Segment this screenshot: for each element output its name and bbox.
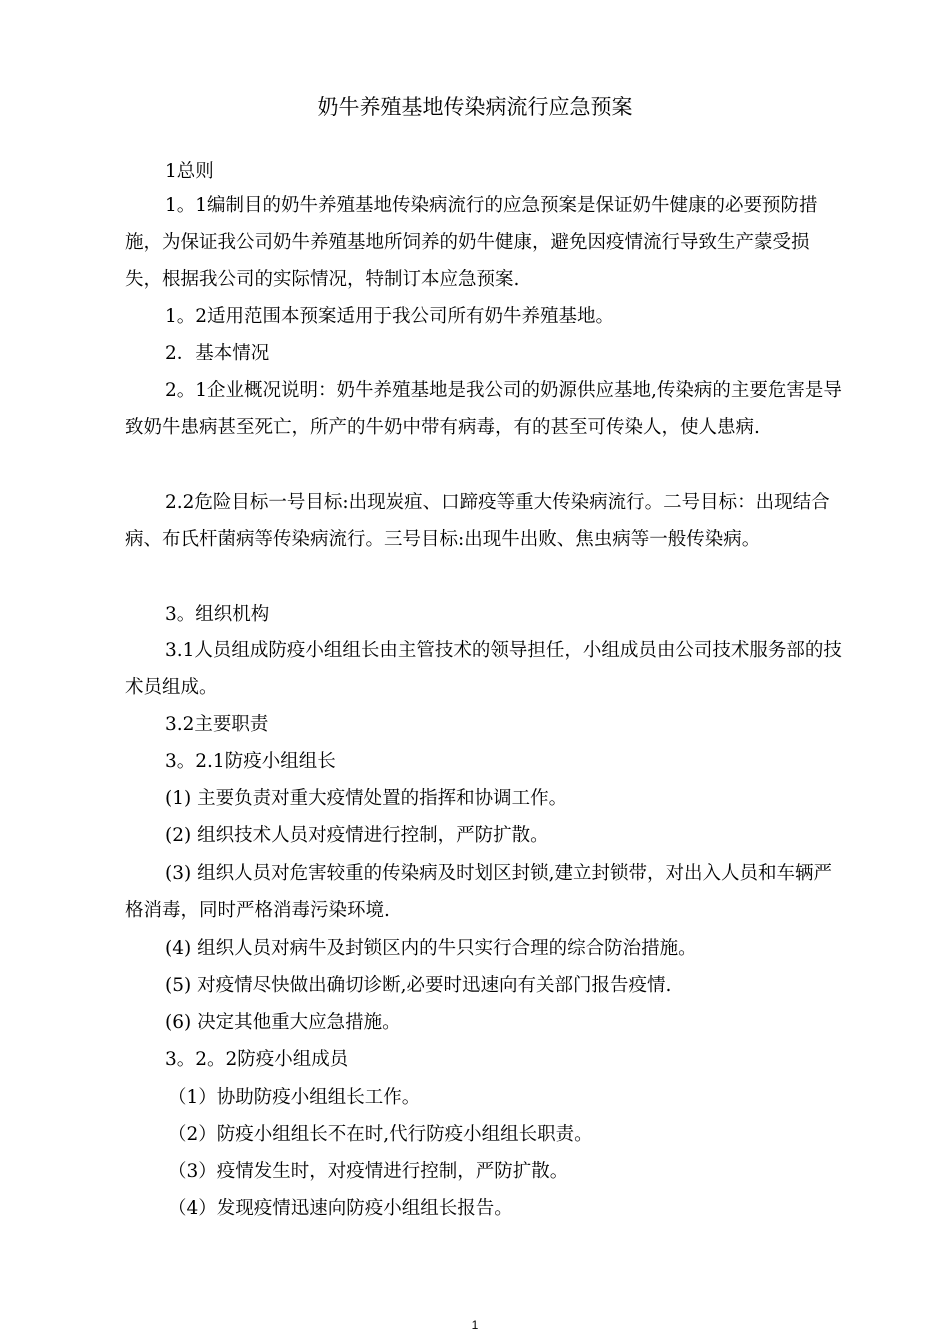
paragraph-scope: 1。2适用范围本预案适用于我公司所有奶牛养殖基地。 bbox=[165, 306, 615, 327]
document-title: 奶牛养殖基地传染病流行应急预案 bbox=[317, 95, 633, 119]
list-item-leader-duty-2: (2) 组织技术人员对疫情进行控制，严防扩散。 bbox=[165, 825, 549, 846]
subsection-heading-team-leader: 3。2.1防疫小组组长 bbox=[165, 751, 336, 772]
paragraph-company-overview: 2。1企业概况说明：奶牛养殖基地是我公司的奶源供应基地,传染病的主要危害是导致奶牛患病甚至死亡，所产的牛奶中带有病毒，有的甚至可传染人，使人患病. bbox=[125, 380, 842, 438]
list-item-leader-duty-1: (1) 主要负责对重大疫情处置的指挥和协调工作。 bbox=[165, 788, 568, 809]
list-item-member-duty-1: （1）协助防疫小组组长工作。 bbox=[168, 1087, 421, 1108]
list-item-leader-duty-6: (6) 决定其他重大应急措施。 bbox=[165, 1012, 401, 1033]
list-item-leader-duty-3: (3) 组织人员对危害较重的传染病及时划区封锁,建立封锁带，对出入人员和车辆严格消毒，同时严格消毒污染环境. bbox=[125, 863, 832, 921]
paragraph-purpose: 1。1编制目的奶牛养殖基地传染病流行的应急预案是保证奶牛健康的必要预防措施，为保证我公司奶牛养殖基地所饲养的奶牛健康，避免因疫情流行导致生产蒙受损失，根据我公司的实际情况，特制订本应急预案. bbox=[125, 195, 818, 290]
page-number: 1 bbox=[471, 1318, 479, 1332]
section-heading-general: 1总则 bbox=[165, 161, 214, 182]
section-heading-organization: 3。组织机构 bbox=[165, 604, 270, 625]
list-item-leader-duty-4: (4) 组织人员对病牛及封锁区内的牛只实行合理的综合防治措施。 bbox=[165, 938, 697, 959]
list-item-member-duty-2: （2）防疫小组组长不在时,代行防疫小组组长职责。 bbox=[168, 1124, 593, 1145]
list-item-member-duty-3: （3）疫情发生时，对疫情进行控制，严防扩散。 bbox=[168, 1161, 569, 1182]
subsection-heading-duties: 3.2主要职责 bbox=[165, 714, 269, 735]
section-heading-basic-info: 2．基本情况 bbox=[165, 343, 270, 364]
subsection-heading-team-members: 3。2。2防疫小组成员 bbox=[165, 1049, 349, 1070]
paragraph-staff-composition: 3.1人员组成防疫小组组长由主管技术的领导担任，小组成员由公司技术服务部的技术员组成。 bbox=[125, 640, 842, 698]
paragraph-risk-targets: 2.2危险目标一号目标:出现炭疽、口蹄疫等重大传染病流行。二号目标：出现结合病、布氏杆菌病等传染病流行。三号目标:出现牛出败、焦虫病等一般传染病。 bbox=[125, 492, 830, 550]
list-item-leader-duty-5: (5) 对疫情尽快做出确切诊断,必要时迅速向有关部门报告疫情. bbox=[165, 975, 672, 996]
list-item-member-duty-4: （4）发现疫情迅速向防疫小组组长报告。 bbox=[168, 1198, 513, 1219]
